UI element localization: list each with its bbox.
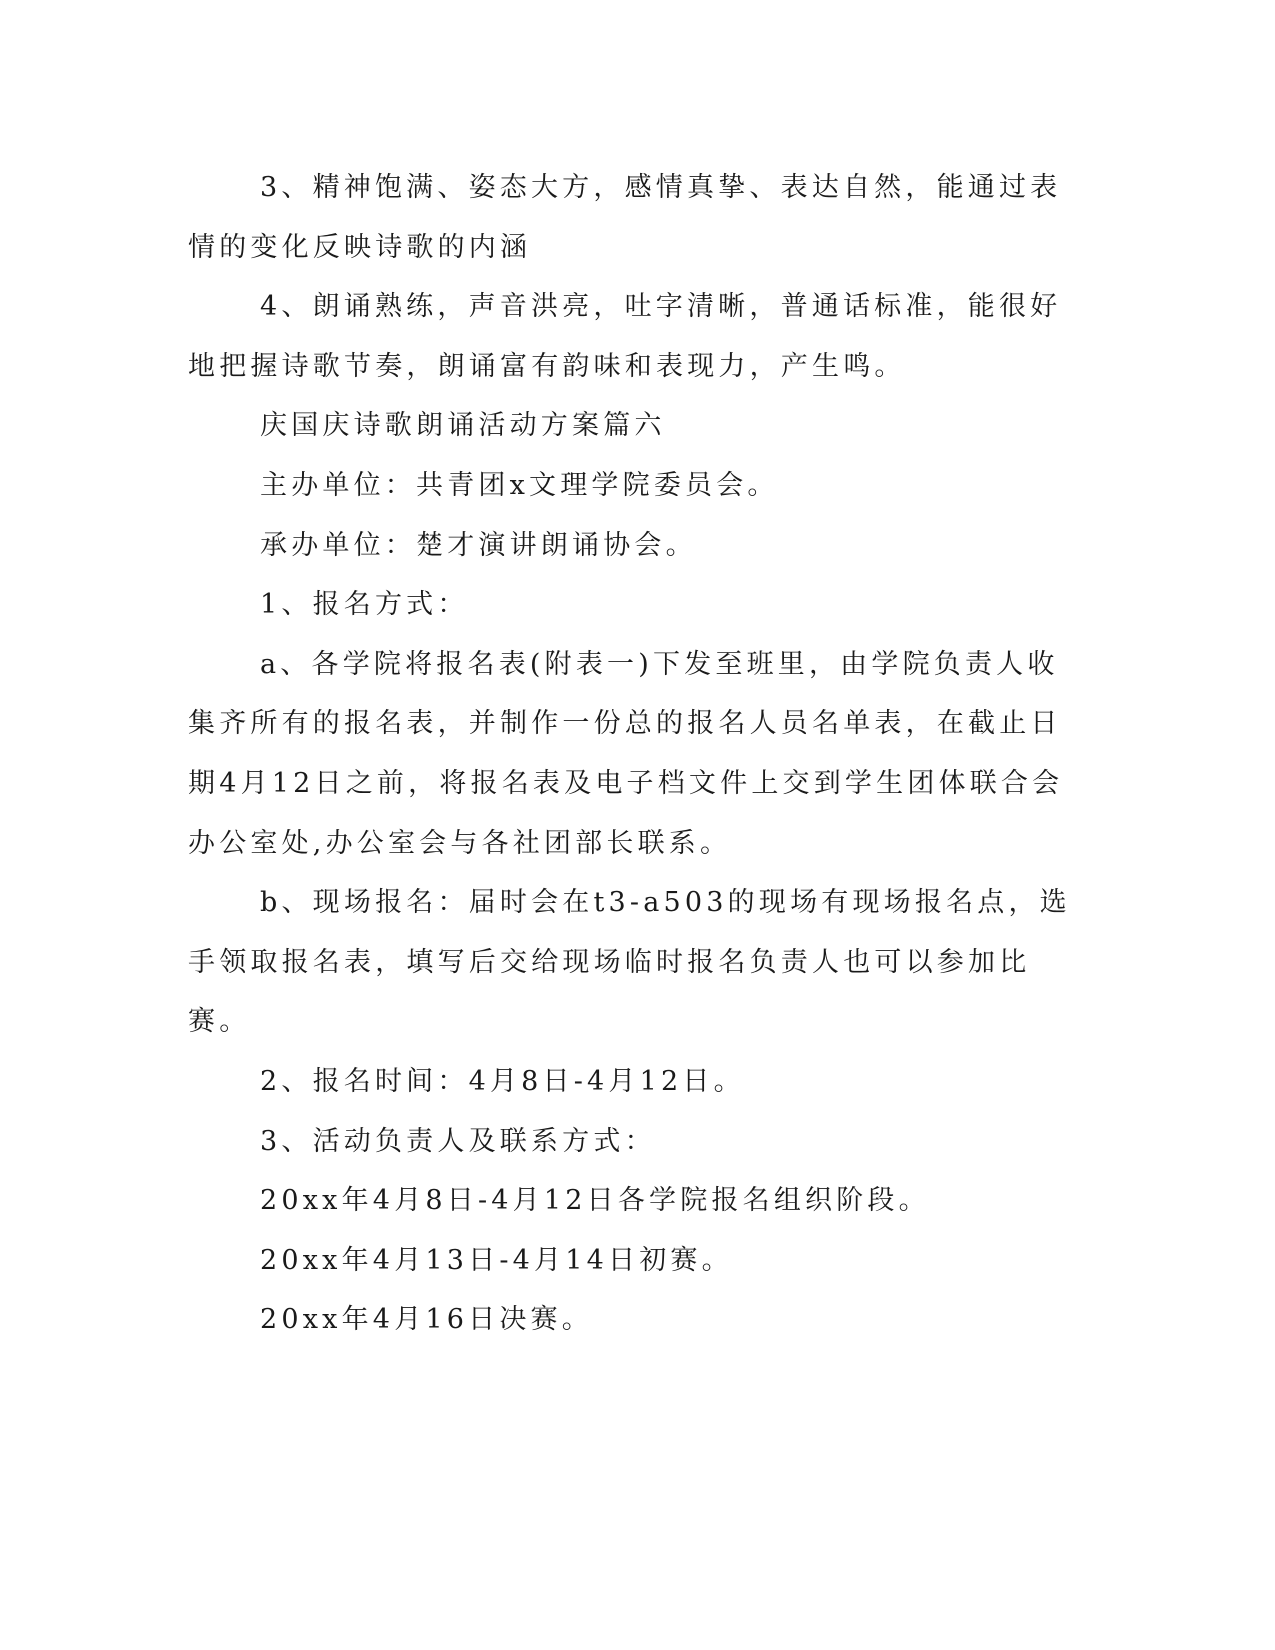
paragraph-organizer: 主办单位：共青团x文理学院委员会。 (260, 469, 779, 501)
paragraph-schedule-2: 20xx年4月13日-4月14日初赛。 (260, 1244, 733, 1276)
paragraph-registration-time: 2、报名时间：4月8日-4月12日。 (260, 1065, 745, 1097)
section-heading: 庆国庆诗歌朗诵活动方案篇六 (260, 410, 666, 442)
paragraph-registration-method: 1、报名方式： (260, 589, 469, 621)
paragraph-co-organizer: 承办单位：楚才演讲朗诵协会。 (260, 529, 697, 561)
paragraph-registration-b: b、现场报名：届时会在t3-a503的现场有现场报名点，选手领取报名表，填写后交给现场临时报名负责人也可以参加比赛。 (188, 887, 1071, 1038)
document-body (188, 158, 1088, 1350)
paragraph-criteria-3: 3、精神饱满、姿态大方，感情真挚、表达自然，能通过表情的变化反映诗歌的内涵 (188, 172, 1062, 263)
paragraph-contact: 3、活动负责人及联系方式： (260, 1125, 656, 1157)
paragraph-criteria-4: 4、朗诵熟练，声音洪亮，吐字清晰，普通话标准，能很好地把握诗歌节奏，朗诵富有韵味和表现力，产生鸣。 (188, 291, 1062, 382)
paragraph-registration-a: a、各学院将报名表(附表一)下发至班里，由学院负责人收集齐所有的报名表，并制作一份总的报名人员名单表，在截止日期4月12日之前，将报名表及电子档文件上交到学生团体联合会办公室处,办公室会与各社团部长联系。 (188, 648, 1064, 859)
paragraph-schedule-3: 20xx年4月16日决赛。 (260, 1304, 593, 1336)
paragraph-schedule-1: 20xx年4月8日-4月12日各学院报名组织阶段。 (260, 1185, 930, 1217)
